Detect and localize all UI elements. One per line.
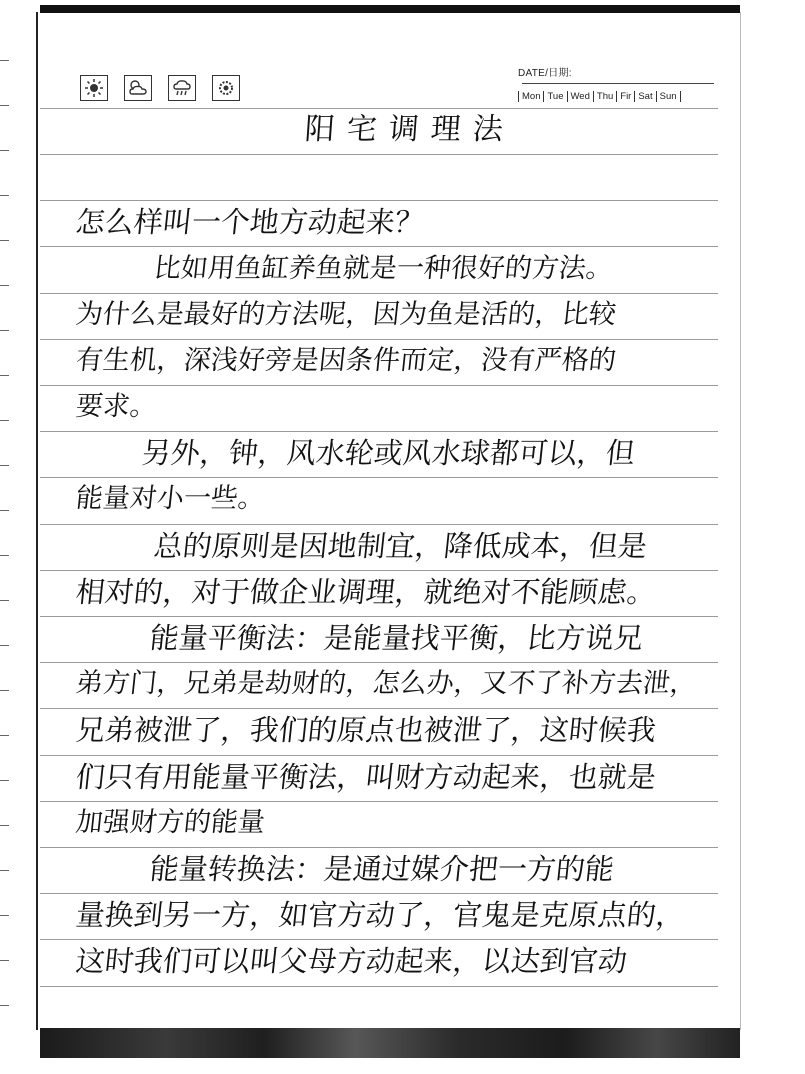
ruled-line [40,893,718,894]
ruled-line [40,708,718,709]
ruled-line [40,847,718,848]
ruled-line [40,662,718,663]
partly-cloudy-icon [124,75,152,101]
note-line-8: 总的原则是因地制宜，降低成本，但是 [152,529,649,563]
ruled-line [40,570,718,571]
sun-icon [80,75,108,101]
weather-icons [80,75,240,101]
ruled-line [40,616,718,617]
ruled-line [40,246,718,247]
ruled-line [40,339,718,340]
weekday-wed: Wed [567,91,593,102]
note-line-4: 有生机，深浅好旁是因条件而定，没有严格的 [74,345,618,376]
weekday-row [518,91,681,102]
note-line-10: 能量平衡法：是能量找平衡，比方说兄 [148,621,645,655]
weekday-tue: Tue [543,91,566,102]
note-line-11: 弟方门，兄弟是劫财的，怎么办，又不了补方去泄， [74,668,699,699]
note-line-5: 要求。 [74,391,159,422]
weekday-fri: Fir [616,91,634,102]
note-line-2: 比如用鱼缸养鱼就是一种很好的方法。 [152,253,615,284]
date-underline [522,83,714,84]
ruled-line [40,939,718,940]
ruled-line [40,154,718,155]
note-line-14: 加强财方的能量 [74,807,267,838]
ruled-line [40,524,718,525]
ruled-line [40,477,718,478]
note-line-15: 能量转换法：是通过媒介把一方的能 [148,852,616,886]
page-title: 阳宅调理法 [303,112,516,147]
note-line-1: 怎么样叫一个地方动起来？ [74,205,426,239]
weekday-thu: Thu [593,91,616,102]
ruled-line [40,986,718,987]
date-block [518,64,718,102]
bottom-scan-edge [40,1028,740,1058]
ruled-line [40,755,718,756]
ruled-line [40,385,718,386]
note-line-7: 能量对小一些。 [74,483,267,514]
ruled-line [40,431,718,432]
right-page-edge [740,12,741,1030]
note-line-3: 为什么是最好的方法呢，因为鱼是活的，比较 [74,299,618,330]
left-binding-edge [36,12,38,1030]
note-line-17: 这时我们可以叫父母方动起来，以达到官动 [74,944,629,978]
note-line-9: 相对的，对于做企业调理，就绝对不能顾虑。 [74,575,658,609]
top-binding-strip [40,5,740,13]
date-label: DATE/日期: [518,68,572,79]
weekday-mon: Mon [518,91,543,102]
note-line-13: 们只有用能量平衡法，叫财方动起来，也就是 [74,760,658,794]
note-line-12: 兄弟被泄了，我们的原点也被泄了，这时候我 [74,713,658,747]
ruled-line [40,200,718,201]
snowflake-icon [212,75,240,101]
note-line-6: 另外，钟，风水轮或风水球都可以，但 [140,436,637,470]
rain-icon [168,75,196,101]
note-line-16: 量换到另一方，如官方动了，官鬼是克原点的， [74,898,687,932]
weekday-sat: Sat [634,91,655,102]
ruled-line [40,801,718,802]
weekday-sun: Sun [656,91,681,102]
ruled-line [40,293,718,294]
